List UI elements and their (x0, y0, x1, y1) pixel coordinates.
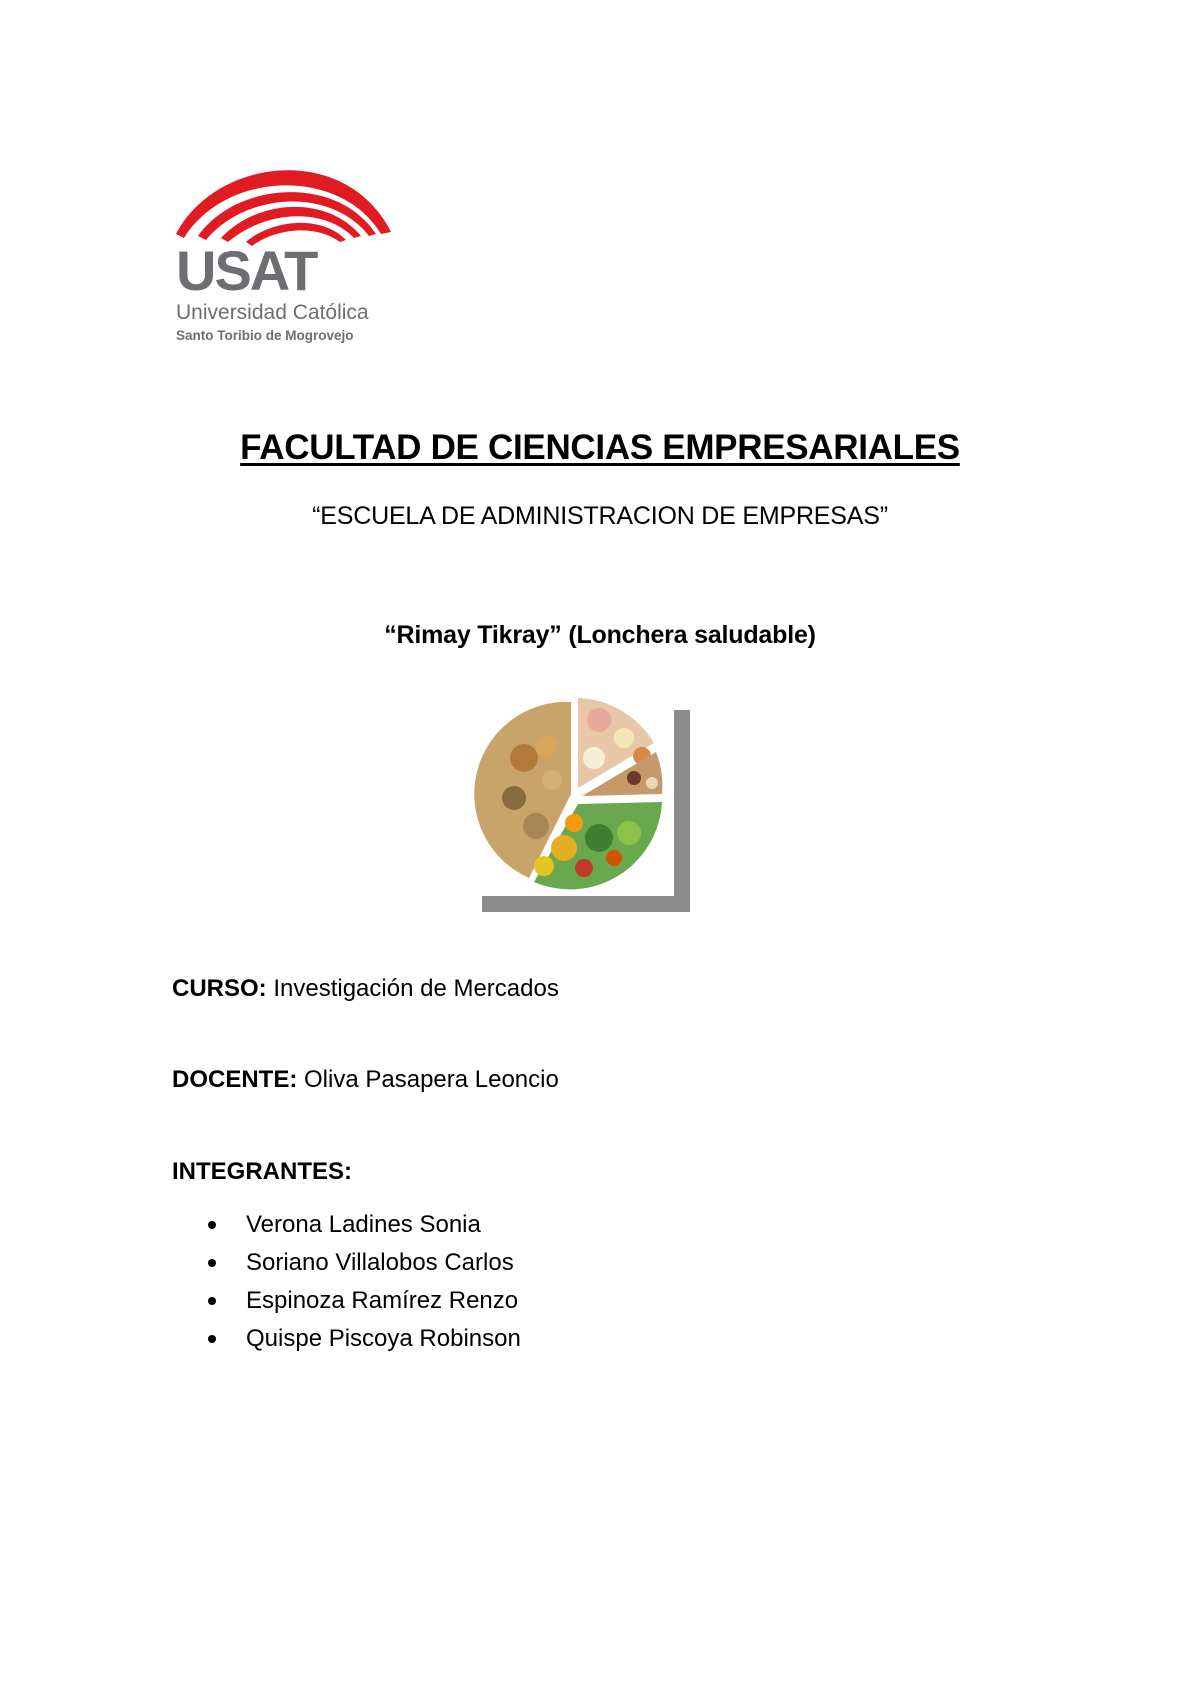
logo-tagline: Santo Toribio de Mogrovejo (176, 328, 354, 343)
university-logo (176, 162, 401, 347)
members-list (204, 1206, 521, 1358)
bullet-icon (208, 1221, 216, 1229)
member-name: Soriano Villalobos Carlos (246, 1249, 514, 1276)
list-item (204, 1320, 521, 1358)
list-item (204, 1244, 521, 1282)
member-name: Verona Ladines Sonia (246, 1211, 481, 1238)
course-label: CURSO: (172, 975, 267, 1002)
member-name: Quispe Piscoya Robinson (246, 1325, 521, 1352)
course-line (172, 975, 559, 1003)
members-label: INTEGRANTES: (172, 1158, 352, 1185)
food-pie-image (474, 698, 694, 913)
teacher-label: DOCENTE: (172, 1066, 298, 1093)
bullet-icon (208, 1335, 216, 1343)
member-name: Espinoza Ramírez Renzo (246, 1287, 519, 1314)
bullet-icon (208, 1297, 216, 1305)
list-item (204, 1206, 521, 1244)
school-title: “ESCUELA DE ADMINISTRACION DE EMPRESAS” (312, 502, 888, 530)
teacher-line (172, 1066, 559, 1094)
logo-wordmark: USAT (176, 239, 317, 302)
list-item (204, 1282, 521, 1320)
faculty-title: FACULTAD DE CIENCIAS EMPRESARIALES (240, 428, 960, 467)
bullet-icon (208, 1259, 216, 1267)
logo-subtitle: Universidad Católica (176, 301, 369, 324)
project-title: “Rimay Tikray” (Lonchera saludable) (384, 621, 816, 649)
teacher-value: Oliva Pasapera Leoncio (297, 1066, 559, 1093)
course-value: Investigación de Mercados (266, 975, 559, 1002)
